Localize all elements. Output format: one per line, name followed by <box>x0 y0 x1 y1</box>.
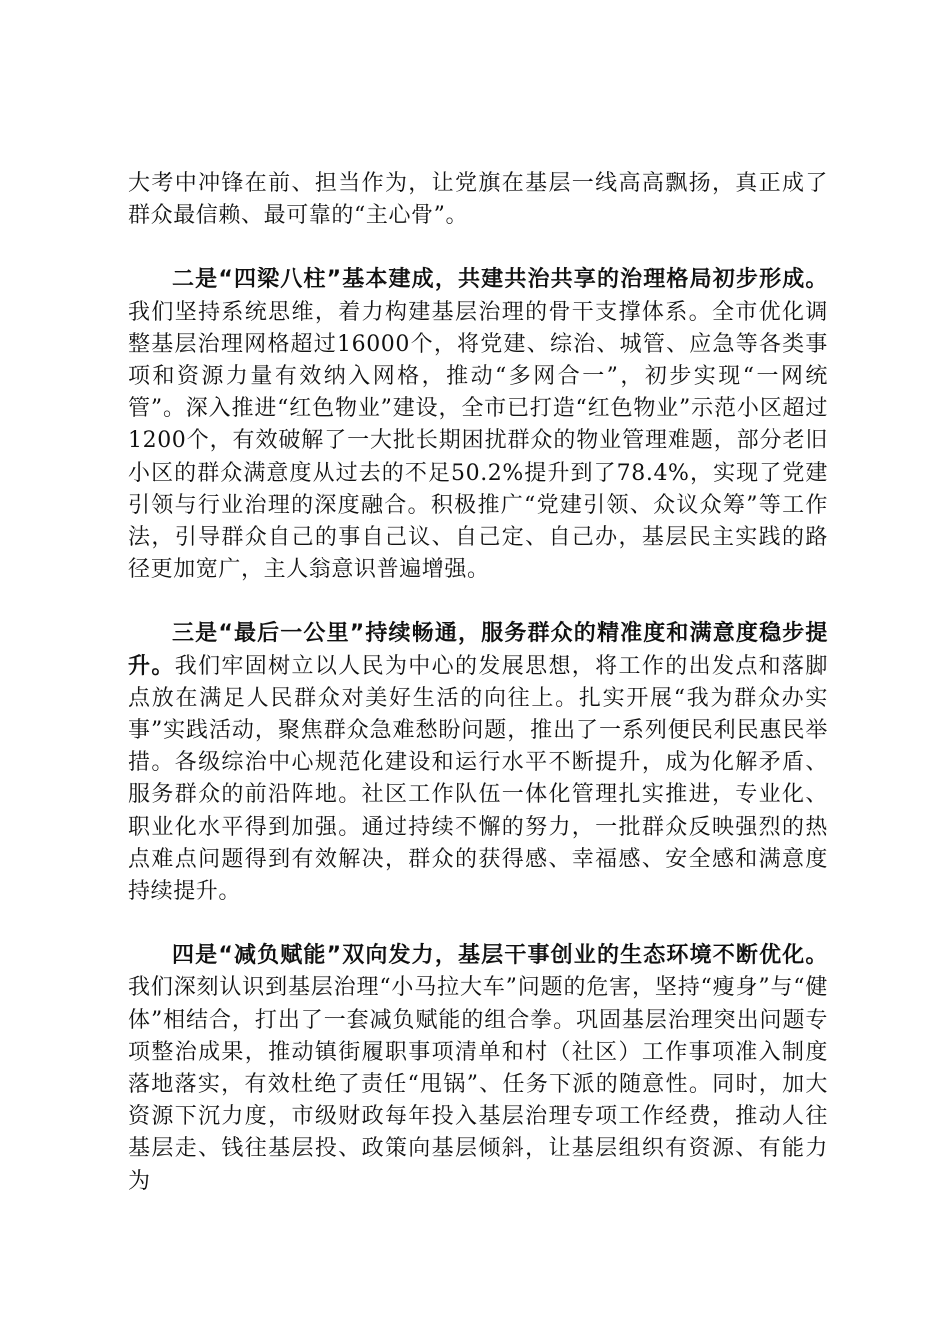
paragraph-point-three <box>128 618 828 908</box>
paragraph-heading: 二是“四梁八柱”基本建成，共建共治共享的治理格局初步形成。 <box>172 267 828 293</box>
paragraph-point-two <box>128 264 828 586</box>
document-body <box>128 168 828 1230</box>
paragraph-text: 我们牢固树立以人民为中心的发展思想，将工作的出发点和落脚点放在满足人民群众对美好生活的向往上。扎实开展“我为群众办实事”实践活动，聚焦群众急难愁盼问题，推出了一系列便民利民惠民举措。各级综治中心规范化建设和运行水平不断提升，成为化解矛盾、服务群众的前沿阵地。社区工作队伍一体化管理扎实推进，专业化、职业化水平得到加强。通过持续不懈的努力，一批群众反映强烈的热点难点问题得到有效解决，群众的获得感、幸福感、安全感和满意度持续提升。 <box>128 653 828 905</box>
paragraph-heading: 三是“最后一公里”持续畅通，服务群众的精准度和满意度稳步提升。 <box>128 621 828 679</box>
paragraph-heading: 四是“减负赋能”双向发力，基层干事创业的生态环境不断优化。 <box>172 943 828 969</box>
paragraph-text: 大考中冲锋在前、担当作为，让党旗在基层一线高高飘扬，真正成了群众最信赖、最可靠的“主心骨”。 <box>128 171 828 229</box>
paragraph-continuation <box>128 168 828 232</box>
paragraph-point-four <box>128 940 828 1198</box>
paragraph-text: 我们深刻认识到基层治理“小马拉大车”问题的危害，坚持“瘦身”与“健体”相结合，打出了一套减负赋能的组合拳。巩固基层治理突出问题专项整治成果，推动镇街履职事项清单和村（社区）工作事项准入制度落地落实，有效杜绝了责任“甩锅”、任务下派的随意性。同时，加大资源下沉力度，市级财政每年投入基层治理专项工作经费，推动人往基层走、钱往基层投、政策向基层倾斜，让基层组织有资源、有能力为 <box>128 975 828 1194</box>
paragraph-text: 我们坚持系统思维，着力构建基层治理的骨干支撑体系。全市优化调整基层治理网格超过16000个，将党建、综治、城管、应急等各类事项和资源力量有效纳入网格，推动“多网合一”，初步实现“一网统管”。深入推进“红色物业”建设，全市已打造“红色物业”示范小区超过1200个，有效破解了一大批长期困扰群众的物业管理难题，部分老旧小区的群众满意度从过去的不足50.2%提升到了78.4%，实现了党建引领与行业治理的深度融合。积极推广“党建引领、众议众筹”等工作法，引导群众自己的事自己议、自己定、自己办，基层民主实践的路径更加宽广，主人翁意识普遍增强。 <box>128 299 828 583</box>
